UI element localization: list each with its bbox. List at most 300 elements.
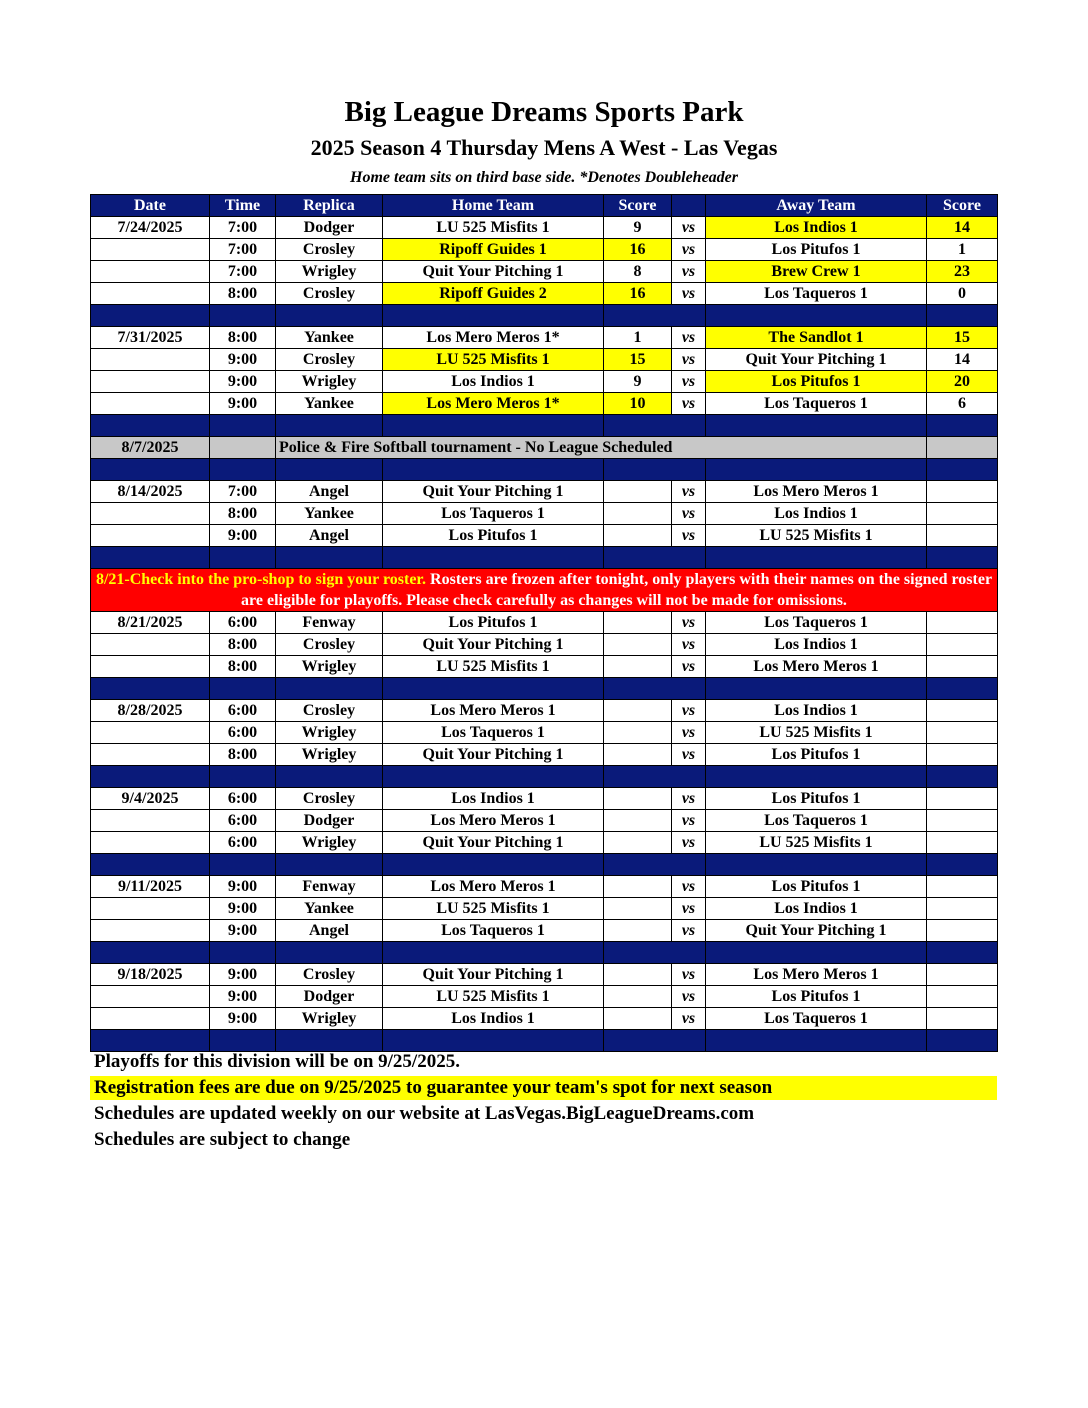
separator-cell: [276, 678, 383, 700]
home-team-cell: Los Taqueros 1: [383, 722, 604, 744]
replica-cell: Wrigley: [276, 1008, 383, 1030]
away-score-cell: [927, 503, 998, 525]
separator-cell: [276, 1030, 383, 1052]
away-score-cell: [927, 986, 998, 1008]
date-cell: [91, 393, 210, 415]
date-cell: [91, 898, 210, 920]
separator-cell: [210, 854, 276, 876]
away-team-cell: Los Pitufos 1: [706, 876, 927, 898]
away-score-cell: 23: [927, 261, 998, 283]
vs-cell: vs: [672, 283, 706, 305]
separator-cell: [383, 547, 604, 569]
separator-cell: [604, 415, 706, 437]
separator-cell: [927, 305, 998, 327]
replica-cell: Dodger: [276, 217, 383, 239]
date-cell: [91, 810, 210, 832]
time-cell: 9:00: [210, 920, 276, 942]
game-row: [91, 349, 998, 371]
home-team-cell: Los Pitufos 1: [383, 525, 604, 547]
vs-cell: vs: [672, 986, 706, 1008]
home-team-cell: LU 525 Misfits 1: [383, 656, 604, 678]
replica-cell: Wrigley: [276, 656, 383, 678]
home-team-cell: Los Indios 1: [383, 1008, 604, 1030]
away-team-cell: Los Mero Meros 1: [706, 481, 927, 503]
replica-cell: Angel: [276, 525, 383, 547]
notice-date: 8/21-: [95, 571, 130, 588]
separator-cell: [383, 854, 604, 876]
replica-cell: Crosley: [276, 700, 383, 722]
vs-cell: vs: [672, 744, 706, 766]
separator-cell: [604, 547, 706, 569]
column-header: Time: [210, 195, 276, 217]
away-team-cell: LU 525 Misfits 1: [706, 832, 927, 854]
replica-cell: Crosley: [276, 239, 383, 261]
time-cell: 6:00: [210, 810, 276, 832]
time-cell: 8:00: [210, 327, 276, 349]
separator-cell: [91, 415, 210, 437]
separator-cell: [604, 854, 706, 876]
separator-cell: [706, 1030, 927, 1052]
date-cell: [91, 634, 210, 656]
replica-cell: Crosley: [276, 349, 383, 371]
home-score-cell: [604, 986, 672, 1008]
away-score-cell: [927, 832, 998, 854]
time-cell: 9:00: [210, 898, 276, 920]
schedule-table: [90, 194, 998, 1052]
away-score-cell: [927, 744, 998, 766]
away-team-cell: Los Pitufos 1: [706, 788, 927, 810]
replica-cell: Wrigley: [276, 261, 383, 283]
date-cell: [91, 349, 210, 371]
score-cell: [927, 437, 998, 459]
vs-cell: vs: [672, 788, 706, 810]
vs-cell: vs: [672, 503, 706, 525]
game-row: [91, 788, 998, 810]
away-team-cell: Los Taqueros 1: [706, 283, 927, 305]
home-team-cell: LU 525 Misfits 1: [383, 217, 604, 239]
roster-notice: [91, 569, 998, 612]
replica-cell: Dodger: [276, 810, 383, 832]
column-header: Score: [604, 195, 672, 217]
game-row: [91, 656, 998, 678]
vs-cell: vs: [672, 525, 706, 547]
home-score-cell: [604, 525, 672, 547]
away-score-cell: [927, 700, 998, 722]
vs-cell: vs: [672, 393, 706, 415]
date-cell: 9/18/2025: [91, 964, 210, 986]
date-cell: [91, 239, 210, 261]
separator-cell: [383, 305, 604, 327]
time-cell: 9:00: [210, 371, 276, 393]
home-score-cell: [604, 722, 672, 744]
home-team-cell: Los Taqueros 1: [383, 503, 604, 525]
replica-cell: Wrigley: [276, 744, 383, 766]
date-cell: [91, 920, 210, 942]
separator-cell: [927, 942, 998, 964]
home-score-cell: [604, 920, 672, 942]
time-cell: 7:00: [210, 217, 276, 239]
vs-cell: vs: [672, 876, 706, 898]
closure-note: Police & Fire Softball tournament - No League Scheduled: [276, 437, 927, 459]
separator-cell: [706, 415, 927, 437]
table-header-row: [91, 195, 998, 217]
away-score-cell: 1: [927, 239, 998, 261]
game-row: [91, 634, 998, 656]
game-row: [91, 481, 998, 503]
replica-cell: Fenway: [276, 612, 383, 634]
date-cell: [91, 744, 210, 766]
time-cell: 9:00: [210, 393, 276, 415]
home-team-cell: Los Mero Meros 1*: [383, 393, 604, 415]
away-team-cell: Quit Your Pitching 1: [706, 349, 927, 371]
column-header: Home Team: [383, 195, 604, 217]
separator-cell: [604, 766, 706, 788]
vs-cell: vs: [672, 349, 706, 371]
date-cell: 9/4/2025: [91, 788, 210, 810]
separator-cell: [383, 1030, 604, 1052]
replica-cell: Fenway: [276, 876, 383, 898]
separator-cell: [706, 854, 927, 876]
separator-cell: [706, 942, 927, 964]
separator-cell: [927, 678, 998, 700]
game-row: [91, 239, 998, 261]
separator-cell: [91, 305, 210, 327]
column-header: Date: [91, 195, 210, 217]
time-cell: 9:00: [210, 349, 276, 371]
time-cell: 9:00: [210, 986, 276, 1008]
time-cell: 9:00: [210, 964, 276, 986]
date-cell: [91, 1008, 210, 1030]
page-subtitle: 2025 Season 4 Thursday Mens A West - Las Vegas: [310, 135, 778, 160]
game-row: [91, 986, 998, 1008]
away-team-cell: Los Indios 1: [706, 503, 927, 525]
away-score-cell: [927, 898, 998, 920]
column-header: Replica: [276, 195, 383, 217]
replica-cell: Wrigley: [276, 722, 383, 744]
home-score-cell: [604, 503, 672, 525]
away-team-cell: Brew Crew 1: [706, 261, 927, 283]
date-cell: [91, 503, 210, 525]
game-row: [91, 964, 998, 986]
vs-cell: vs: [672, 634, 706, 656]
vs-cell: vs: [672, 327, 706, 349]
separator-cell: [91, 942, 210, 964]
separator-cell: [276, 415, 383, 437]
page-title: Big League Dreams Sports Park: [344, 96, 744, 128]
away-score-cell: 14: [927, 217, 998, 239]
home-team-cell: Ripoff Guides 1: [383, 239, 604, 261]
playoffs-note: Playoffs for this division will be on 9/25/2025.: [94, 1051, 460, 1072]
vs-cell: vs: [672, 239, 706, 261]
game-row: [91, 722, 998, 744]
time-cell: 6:00: [210, 788, 276, 810]
separator-cell: [706, 459, 927, 481]
away-score-cell: [927, 920, 998, 942]
separator-cell: [604, 942, 706, 964]
game-row: [91, 744, 998, 766]
game-row: [91, 371, 998, 393]
away-team-cell: Los Taqueros 1: [706, 393, 927, 415]
away-team-cell: Los Mero Meros 1: [706, 656, 927, 678]
replica-cell: Yankee: [276, 327, 383, 349]
home-score-cell: [604, 964, 672, 986]
date-cell: 8/21/2025: [91, 612, 210, 634]
separator-cell: [706, 547, 927, 569]
separator-cell: [210, 766, 276, 788]
away-team-cell: Los Indios 1: [706, 634, 927, 656]
separator-row: [91, 305, 998, 327]
home-score-cell: [604, 612, 672, 634]
game-row: [91, 612, 998, 634]
separator-cell: [927, 1030, 998, 1052]
separator-cell: [210, 678, 276, 700]
separator-row: [91, 678, 998, 700]
replica-cell: Wrigley: [276, 832, 383, 854]
separator-row: [91, 942, 998, 964]
home-score-cell: [604, 810, 672, 832]
away-score-cell: 15: [927, 327, 998, 349]
replica-cell: Crosley: [276, 964, 383, 986]
home-team-cell: Quit Your Pitching 1: [383, 261, 604, 283]
vs-cell: vs: [672, 700, 706, 722]
away-score-cell: [927, 788, 998, 810]
home-score-cell: [604, 481, 672, 503]
game-row: [91, 525, 998, 547]
vs-cell: vs: [672, 898, 706, 920]
home-score-cell: [604, 876, 672, 898]
time-cell: 7:00: [210, 239, 276, 261]
date-cell: [91, 525, 210, 547]
separator-cell: [383, 415, 604, 437]
away-team-cell: LU 525 Misfits 1: [706, 722, 927, 744]
time-cell: 6:00: [210, 722, 276, 744]
away-team-cell: Los Mero Meros 1: [706, 964, 927, 986]
away-score-cell: [927, 656, 998, 678]
home-score-cell: [604, 700, 672, 722]
separator-cell: [276, 854, 383, 876]
home-team-cell: Quit Your Pitching 1: [383, 744, 604, 766]
game-row: [91, 898, 998, 920]
replica-cell: Angel: [276, 481, 383, 503]
home-score-cell: 8: [604, 261, 672, 283]
game-row: [91, 503, 998, 525]
game-row: [91, 261, 998, 283]
separator-cell: [276, 547, 383, 569]
date-cell: 8/14/2025: [91, 481, 210, 503]
home-score-cell: [604, 656, 672, 678]
separator-cell: [210, 415, 276, 437]
vs-cell: vs: [672, 832, 706, 854]
separator-cell: [604, 678, 706, 700]
home-team-cell: Ripoff Guides 2: [383, 283, 604, 305]
no-games-row: [91, 437, 998, 459]
separator-row: [91, 766, 998, 788]
home-team-cell: Los Mero Meros 1: [383, 876, 604, 898]
home-score-cell: 10: [604, 393, 672, 415]
away-team-cell: Los Indios 1: [706, 700, 927, 722]
home-score-cell: [604, 832, 672, 854]
column-header: Away Team: [706, 195, 927, 217]
time-cell: 9:00: [210, 525, 276, 547]
replica-cell: Dodger: [276, 986, 383, 1008]
schedule-body: [91, 217, 998, 1052]
date-cell: [91, 832, 210, 854]
away-team-cell: Los Pitufos 1: [706, 239, 927, 261]
time-cell: 9:00: [210, 1008, 276, 1030]
home-score-cell: 15: [604, 349, 672, 371]
game-row: [91, 700, 998, 722]
separator-cell: [210, 547, 276, 569]
separator-row: [91, 1030, 998, 1052]
time-cell: 6:00: [210, 612, 276, 634]
home-score-cell: [604, 744, 672, 766]
home-score-cell: 9: [604, 217, 672, 239]
time-cell: 8:00: [210, 656, 276, 678]
registration-note: Registration fees are due on 9/25/2025 to guarantee your team's spot for next season: [90, 1076, 997, 1100]
separator-cell: [210, 459, 276, 481]
time-cell: 6:00: [210, 832, 276, 854]
date-cell: [91, 371, 210, 393]
separator-cell: [91, 766, 210, 788]
game-row: [91, 1008, 998, 1030]
separator-cell: [210, 305, 276, 327]
time-cell: 7:00: [210, 261, 276, 283]
home-team-cell: LU 525 Misfits 1: [383, 349, 604, 371]
away-score-cell: [927, 634, 998, 656]
separator-row: [91, 415, 998, 437]
away-team-cell: Los Indios 1: [706, 217, 927, 239]
home-team-cell: Los Mero Meros 1: [383, 810, 604, 832]
separator-cell: [276, 942, 383, 964]
game-row: [91, 810, 998, 832]
game-row: [91, 920, 998, 942]
away-score-cell: 20: [927, 371, 998, 393]
game-row: [91, 217, 998, 239]
separator-row: [91, 547, 998, 569]
separator-cell: [927, 547, 998, 569]
separator-cell: [91, 854, 210, 876]
header-note: Home team sits on third base side. *Denotes Doubleheader: [350, 169, 738, 186]
vs-cell: vs: [672, 371, 706, 393]
game-row: [91, 876, 998, 898]
home-team-cell: Quit Your Pitching 1: [383, 964, 604, 986]
home-team-cell: Quit Your Pitching 1: [383, 634, 604, 656]
time-cell: 8:00: [210, 744, 276, 766]
vs-cell: vs: [672, 810, 706, 832]
vs-cell: vs: [672, 1008, 706, 1030]
vs-cell: vs: [672, 612, 706, 634]
game-row: [91, 283, 998, 305]
game-row: [91, 327, 998, 349]
away-score-cell: 0: [927, 283, 998, 305]
away-score-cell: [927, 481, 998, 503]
date-cell: [91, 656, 210, 678]
away-team-cell: The Sandlot 1: [706, 327, 927, 349]
separator-cell: [383, 766, 604, 788]
away-team-cell: Quit Your Pitching 1: [706, 920, 927, 942]
away-score-cell: [927, 722, 998, 744]
separator-cell: [91, 678, 210, 700]
column-header: [672, 195, 706, 217]
replica-cell: Crosley: [276, 634, 383, 656]
date-cell: 8/28/2025: [91, 700, 210, 722]
time-cell: 8:00: [210, 283, 276, 305]
separator-cell: [604, 459, 706, 481]
column-header: Score: [927, 195, 998, 217]
away-team-cell: Los Pitufos 1: [706, 371, 927, 393]
away-score-cell: [927, 964, 998, 986]
home-score-cell: 9: [604, 371, 672, 393]
replica-cell: Crosley: [276, 283, 383, 305]
away-score-cell: [927, 876, 998, 898]
separator-row: [91, 854, 998, 876]
away-score-cell: 14: [927, 349, 998, 371]
date-cell: 9/11/2025: [91, 876, 210, 898]
date-cell: 8/7/2025: [91, 437, 210, 459]
away-score-cell: [927, 810, 998, 832]
notice-highlight: Check into the pro-shop to sign your roster.: [129, 571, 427, 588]
separator-cell: [604, 1030, 706, 1052]
vs-cell: vs: [672, 217, 706, 239]
replica-cell: Angel: [276, 920, 383, 942]
replica-cell: Wrigley: [276, 371, 383, 393]
home-team-cell: Los Indios 1: [383, 788, 604, 810]
notice-text: Rosters are frozen after tonight, only players with their names on the signed roster are eligible for playoffs. Please check carefully as changes will not be made for omissions.: [241, 571, 993, 609]
home-team-cell: LU 525 Misfits 1: [383, 986, 604, 1008]
separator-cell: [383, 678, 604, 700]
separator-cell: [91, 1030, 210, 1052]
vs-cell: vs: [672, 656, 706, 678]
away-team-cell: Los Taqueros 1: [706, 810, 927, 832]
date-cell: 7/31/2025: [91, 327, 210, 349]
replica-cell: Crosley: [276, 788, 383, 810]
game-row: [91, 393, 998, 415]
replica-cell: Yankee: [276, 393, 383, 415]
separator-cell: [927, 415, 998, 437]
away-score-cell: 6: [927, 393, 998, 415]
away-score-cell: [927, 525, 998, 547]
vs-cell: vs: [672, 920, 706, 942]
home-score-cell: [604, 898, 672, 920]
home-team-cell: Los Mero Meros 1*: [383, 327, 604, 349]
home-score-cell: [604, 1008, 672, 1030]
separator-cell: [927, 766, 998, 788]
separator-cell: [706, 678, 927, 700]
home-score-cell: [604, 788, 672, 810]
away-score-cell: [927, 612, 998, 634]
replica-cell: Yankee: [276, 503, 383, 525]
time-cell: [210, 437, 276, 459]
date-cell: [91, 722, 210, 744]
replica-cell: Yankee: [276, 898, 383, 920]
vs-cell: vs: [672, 722, 706, 744]
vs-cell: vs: [672, 964, 706, 986]
separator-cell: [276, 305, 383, 327]
vs-cell: vs: [672, 261, 706, 283]
home-team-cell: Quit Your Pitching 1: [383, 481, 604, 503]
separator-cell: [604, 305, 706, 327]
time-cell: 8:00: [210, 503, 276, 525]
website-note: Schedules are updated weekly on our website at LasVegas.BigLeagueDreams.com: [94, 1103, 755, 1124]
away-team-cell: LU 525 Misfits 1: [706, 525, 927, 547]
separator-cell: [927, 459, 998, 481]
away-team-cell: Los Pitufos 1: [706, 744, 927, 766]
away-team-cell: Los Taqueros 1: [706, 612, 927, 634]
home-team-cell: LU 525 Misfits 1: [383, 898, 604, 920]
separator-cell: [383, 942, 604, 964]
separator-cell: [210, 1030, 276, 1052]
vs-cell: vs: [672, 481, 706, 503]
